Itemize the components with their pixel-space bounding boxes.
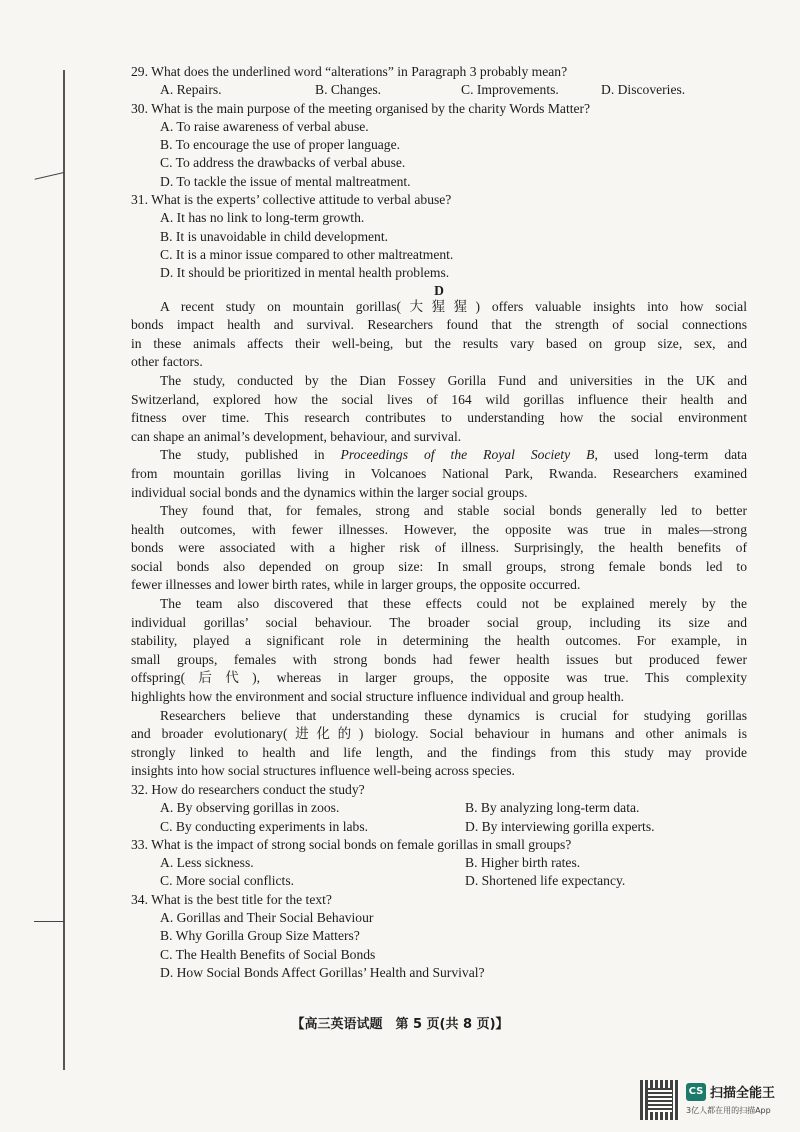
passage-paragraph xyxy=(131,298,747,372)
qr-code-icon xyxy=(640,1080,680,1120)
option: D. It should be prioritized in mental health problems. xyxy=(160,265,450,281)
option: A. It has no link to long-term growth. xyxy=(160,210,365,226)
option: D. Discoveries. xyxy=(601,82,686,98)
question-stem: 30. What is the main purpose of the meeting organised by the charity Words Matter? xyxy=(131,100,591,116)
binding-margin-line xyxy=(63,70,65,1070)
passage-line: highlights how the environment and social structure influence individual and group health. xyxy=(131,689,625,705)
passage-line: Switzerland, explored how the social lives of 164 wild gorillas influence their health and xyxy=(131,391,747,407)
passage-line: other factors. xyxy=(131,354,203,370)
option: B. It is unavoidable in child development. xyxy=(160,228,389,244)
option: B. To encourage the use of proper language. xyxy=(160,137,401,153)
option: A. By observing gorillas in zoos. xyxy=(160,800,340,816)
options-row xyxy=(131,818,747,836)
passage-line: health outcomes, with fewer illnesses. However, the opposite was true in males—strong xyxy=(131,521,747,537)
question-stem: 34. What is the best title for the text? xyxy=(131,891,332,907)
option: D. How Social Bonds Affect Gorillas’ Health and Survival? xyxy=(160,964,485,980)
option: C. To address the drawbacks of verbal abuse. xyxy=(160,155,406,171)
question-31 xyxy=(131,191,747,282)
question-stem: 32. How do researchers conduct the study? xyxy=(131,782,365,797)
option: C. It is a minor issue compared to other maltreatment. xyxy=(160,246,454,262)
page-footer: 【高三英语试题 第 5 页(共 8 页)】 xyxy=(291,1017,509,1032)
question-32 xyxy=(131,781,747,836)
passage-paragraph xyxy=(131,595,747,707)
question-30 xyxy=(131,100,747,191)
exam-page-content xyxy=(131,63,747,982)
option: D. By interviewing gorilla experts. xyxy=(465,818,655,834)
section-label: D xyxy=(434,282,444,298)
option: C. The Health Benefits of Social Bonds xyxy=(160,946,376,962)
passage-line: The study, published in Proceedings of the Royal Society B, used long-term data xyxy=(160,447,747,463)
question-29 xyxy=(131,63,747,100)
question-stem: 33. What is the impact of strong social bonds on female gorillas in small groups? xyxy=(131,836,572,852)
passage-line: They found that, for females, strong and stable social bonds generally led to better xyxy=(160,503,747,519)
passage-line: in these animals affects their well-being, but the results vary based on group size, sex, and xyxy=(131,335,747,351)
passage-line: individual gorillas’ social behaviour. The broader social group, including its size and xyxy=(131,614,747,630)
passage-line: social bonds also depended on group size: In small groups, strong female bonds led to xyxy=(131,558,747,574)
passage-paragraph xyxy=(131,372,747,446)
scanner-watermark xyxy=(640,1080,790,1120)
option: A. Gorillas and Their Social Behaviour xyxy=(160,910,374,926)
passage-line: can shape an animal’s development, behaviour, and survival. xyxy=(131,428,462,444)
camscanner-logo-icon: CS xyxy=(686,1083,706,1101)
option: C. By conducting experiments in labs. xyxy=(160,818,369,834)
question-stem: 29. What does the underlined word “alterations” in Paragraph 3 probably mean? xyxy=(131,64,568,79)
option: B. Higher birth rates. xyxy=(465,855,581,871)
scanner-tagline: 3亿人都在用的扫描App xyxy=(686,1106,771,1115)
options-row xyxy=(131,854,747,872)
option: D. Shortened life expectancy. xyxy=(465,873,626,889)
passage-paragraph xyxy=(131,446,747,502)
options-row xyxy=(131,799,747,817)
margin-tick-mark xyxy=(35,172,65,180)
option: A. Less sickness. xyxy=(160,855,254,871)
passage-line: small groups, females with strong bonds had fewer health issues but produced fewer xyxy=(131,651,747,667)
option: D. To tackle the issue of mental maltreatment. xyxy=(160,173,411,189)
passage-line: offspring(后代), whereas in larger groups, the opposite was true. This complexity xyxy=(131,670,747,686)
passage-line: bonds impact health and survival. Researchers found that the strength of social connections xyxy=(131,317,747,333)
option: B. Why Gorilla Group Size Matters? xyxy=(160,928,360,944)
passage-line: insights into how social structures influence well-being across species. xyxy=(131,763,515,779)
option: B. By analyzing long-term data. xyxy=(465,800,640,816)
passage-d xyxy=(131,298,747,781)
passage-line: bonds were associated with a higher risk of illness. Surprisingly, the health benefits of xyxy=(131,540,747,556)
passage-line: The team also discovered that these effects could not be explained merely by the xyxy=(160,596,747,612)
options-row xyxy=(131,81,747,99)
passage-line: stability, played a significant role in determining the health outcomes. For example, in xyxy=(131,633,747,649)
passage-paragraph xyxy=(131,707,747,781)
passage-line: fitness over time. This research contributes to understanding how the social environment xyxy=(131,410,747,426)
passage-line: from mountain gorillas living in Volcanoes National Park, Rwanda. Researchers examined xyxy=(131,465,747,481)
passage-line: and broader evolutionary(进化的) biology. Social behaviour in humans and other animals is xyxy=(131,726,747,742)
passage-line: fewer illnesses and lower birth rates, while in larger groups, the opposite occurred. xyxy=(131,577,581,593)
question-34 xyxy=(131,891,747,982)
margin-tick-mark xyxy=(34,921,64,922)
passage-line: The study, conducted by the Dian Fossey Gorilla Fund and universities in the UK and xyxy=(160,372,747,388)
scanner-app-name: 扫描全能王 xyxy=(710,1086,776,1101)
question-stem: 31. What is the experts’ collective attitude to verbal abuse? xyxy=(131,192,452,208)
passage-paragraph xyxy=(131,502,747,595)
option: B. Changes. xyxy=(315,82,382,98)
passage-line: Researchers believe that understanding these dynamics is crucial for studying gorillas xyxy=(160,707,747,723)
passage-line: A recent study on mountain gorillas(大猩猩) offers valuable insights into how social xyxy=(160,298,747,314)
passage-line: strongly linked to health and life length, and the findings from this study may provide xyxy=(131,744,747,760)
options-row xyxy=(131,872,747,890)
option: C. More social conflicts. xyxy=(160,873,295,889)
passage-line: individual social bonds and the dynamics within the larger social groups. xyxy=(131,484,528,500)
option: A. To raise awareness of verbal abuse. xyxy=(160,118,369,134)
journal-title: Proceedings of the Royal Society B xyxy=(340,447,595,463)
question-33 xyxy=(131,836,747,891)
option: C. Improvements. xyxy=(461,82,559,98)
option: A. Repairs. xyxy=(160,82,222,98)
